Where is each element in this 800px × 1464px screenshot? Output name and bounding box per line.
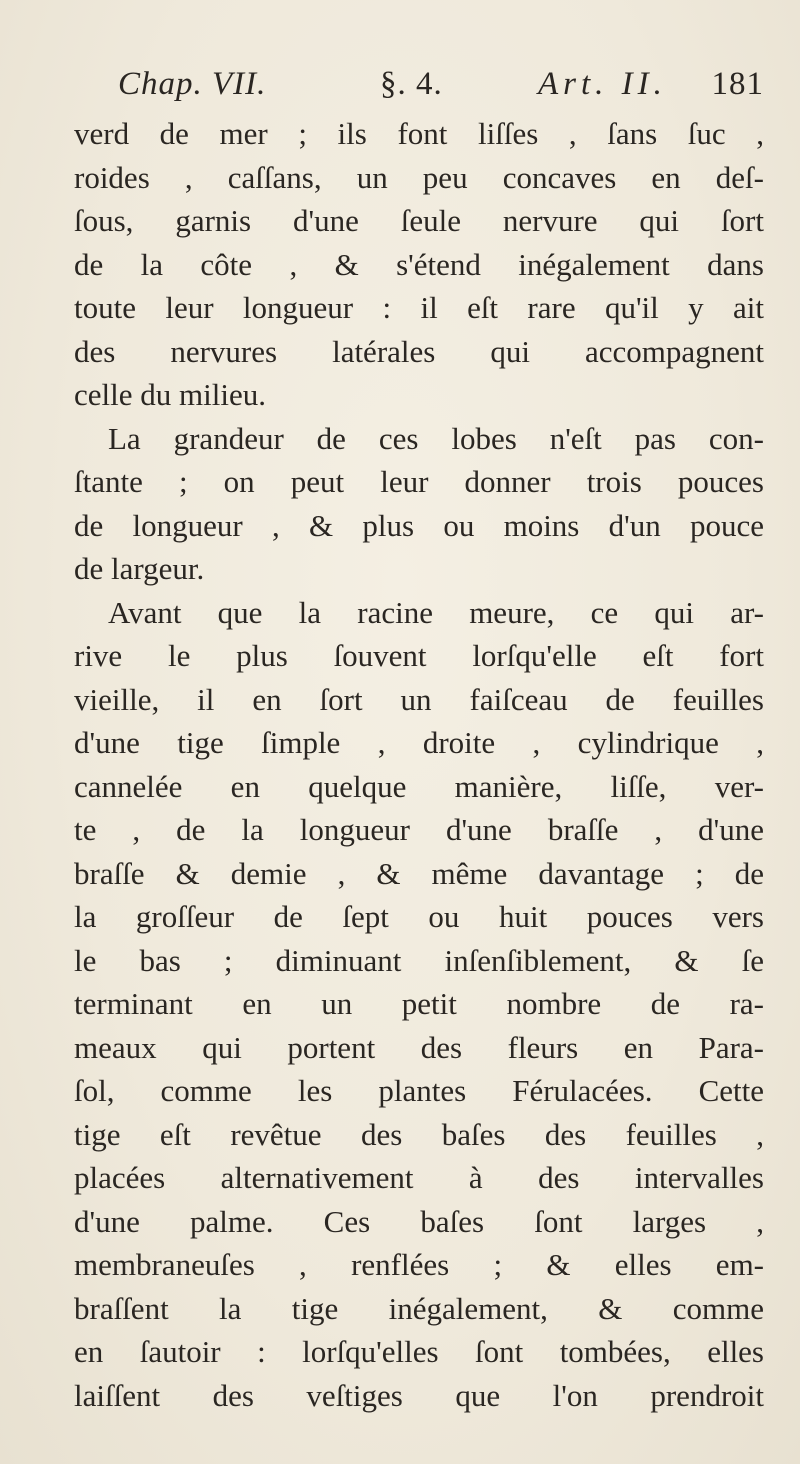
text-line: ſous, garnis d'une ſeule nervure qui ſort (74, 203, 764, 238)
text-line: d'une palme. Ces baſes ſont larges , (74, 1203, 764, 1239)
text-line: rive le plus ſouvent lorſqu'elle eſt fort (74, 638, 764, 673)
text-line: Avant que la racine meure, ce qui ar- (108, 594, 764, 630)
text-line: celle du milieu. (74, 377, 266, 412)
text-line: ſtante ; on peut leur donner trois pouces (74, 464, 764, 499)
page-number: 181 (711, 66, 764, 102)
text-line: La grandeur de ces lobes n'eſt pas con- (108, 420, 764, 456)
text-line: de la côte , & s'étend inégalement dans (74, 246, 764, 282)
text-line: en ſautoir : lorſqu'elles ſont tombées, elles (74, 1334, 764, 1369)
text-line: braſſent la tige inégalement, & comme (74, 1290, 764, 1326)
text-line: de largeur. (74, 551, 205, 586)
text-line: le bas ; diminuant inſenſiblement, & ſe (74, 942, 764, 978)
text-line: cannelée en quelque manière, liſſe, ver- (74, 768, 764, 804)
text-line: terminant en un petit nombre de ra- (74, 986, 764, 1021)
text-line: meaux qui portent des fleurs en Para- (74, 1029, 764, 1065)
text-line: des nervures latérales qui accompagnent (74, 333, 764, 369)
running-header (118, 66, 764, 114)
text-line: placées alternativement à des intervalles (74, 1160, 764, 1195)
text-line: membraneuſes , renflées ; & elles em- (74, 1247, 764, 1282)
header-article: Art. II. (538, 66, 667, 102)
text-line: te , de la longueur d'une braſſe , d'une (74, 812, 764, 847)
text-line: ſol, comme les plantes Férulacées. Cette (74, 1073, 764, 1108)
text-line: toute leur longueur : il eſt rare qu'il y ait (74, 290, 764, 325)
text-line: de longueur , & plus ou moins d'un pouce (74, 507, 764, 543)
body-text (74, 112, 764, 1417)
header-section: §. 4. (380, 66, 443, 102)
text-line: d'une tige ſimple , droite , cylindrique , (74, 725, 764, 760)
text-line: tige eſt revêtue des baſes des feuilles , (74, 1116, 764, 1152)
text-line: la groſſeur de ſept ou huit pouces vers (74, 899, 764, 934)
text-line: verd de mer ; ils font liſſes , ſans ſuc , (74, 116, 764, 151)
text-line: braſſe & demie , & même davantage ; de (74, 855, 764, 891)
text-line: roides , caſſans, un peu concaves en deſ- (74, 159, 764, 195)
text-line: laiſſent des veſtiges que l'on prendroit (74, 1377, 764, 1413)
header-chapter: Chap. VII. (118, 66, 267, 102)
text-line: vieille, il en ſort un faiſceau de feuilles (74, 681, 764, 717)
